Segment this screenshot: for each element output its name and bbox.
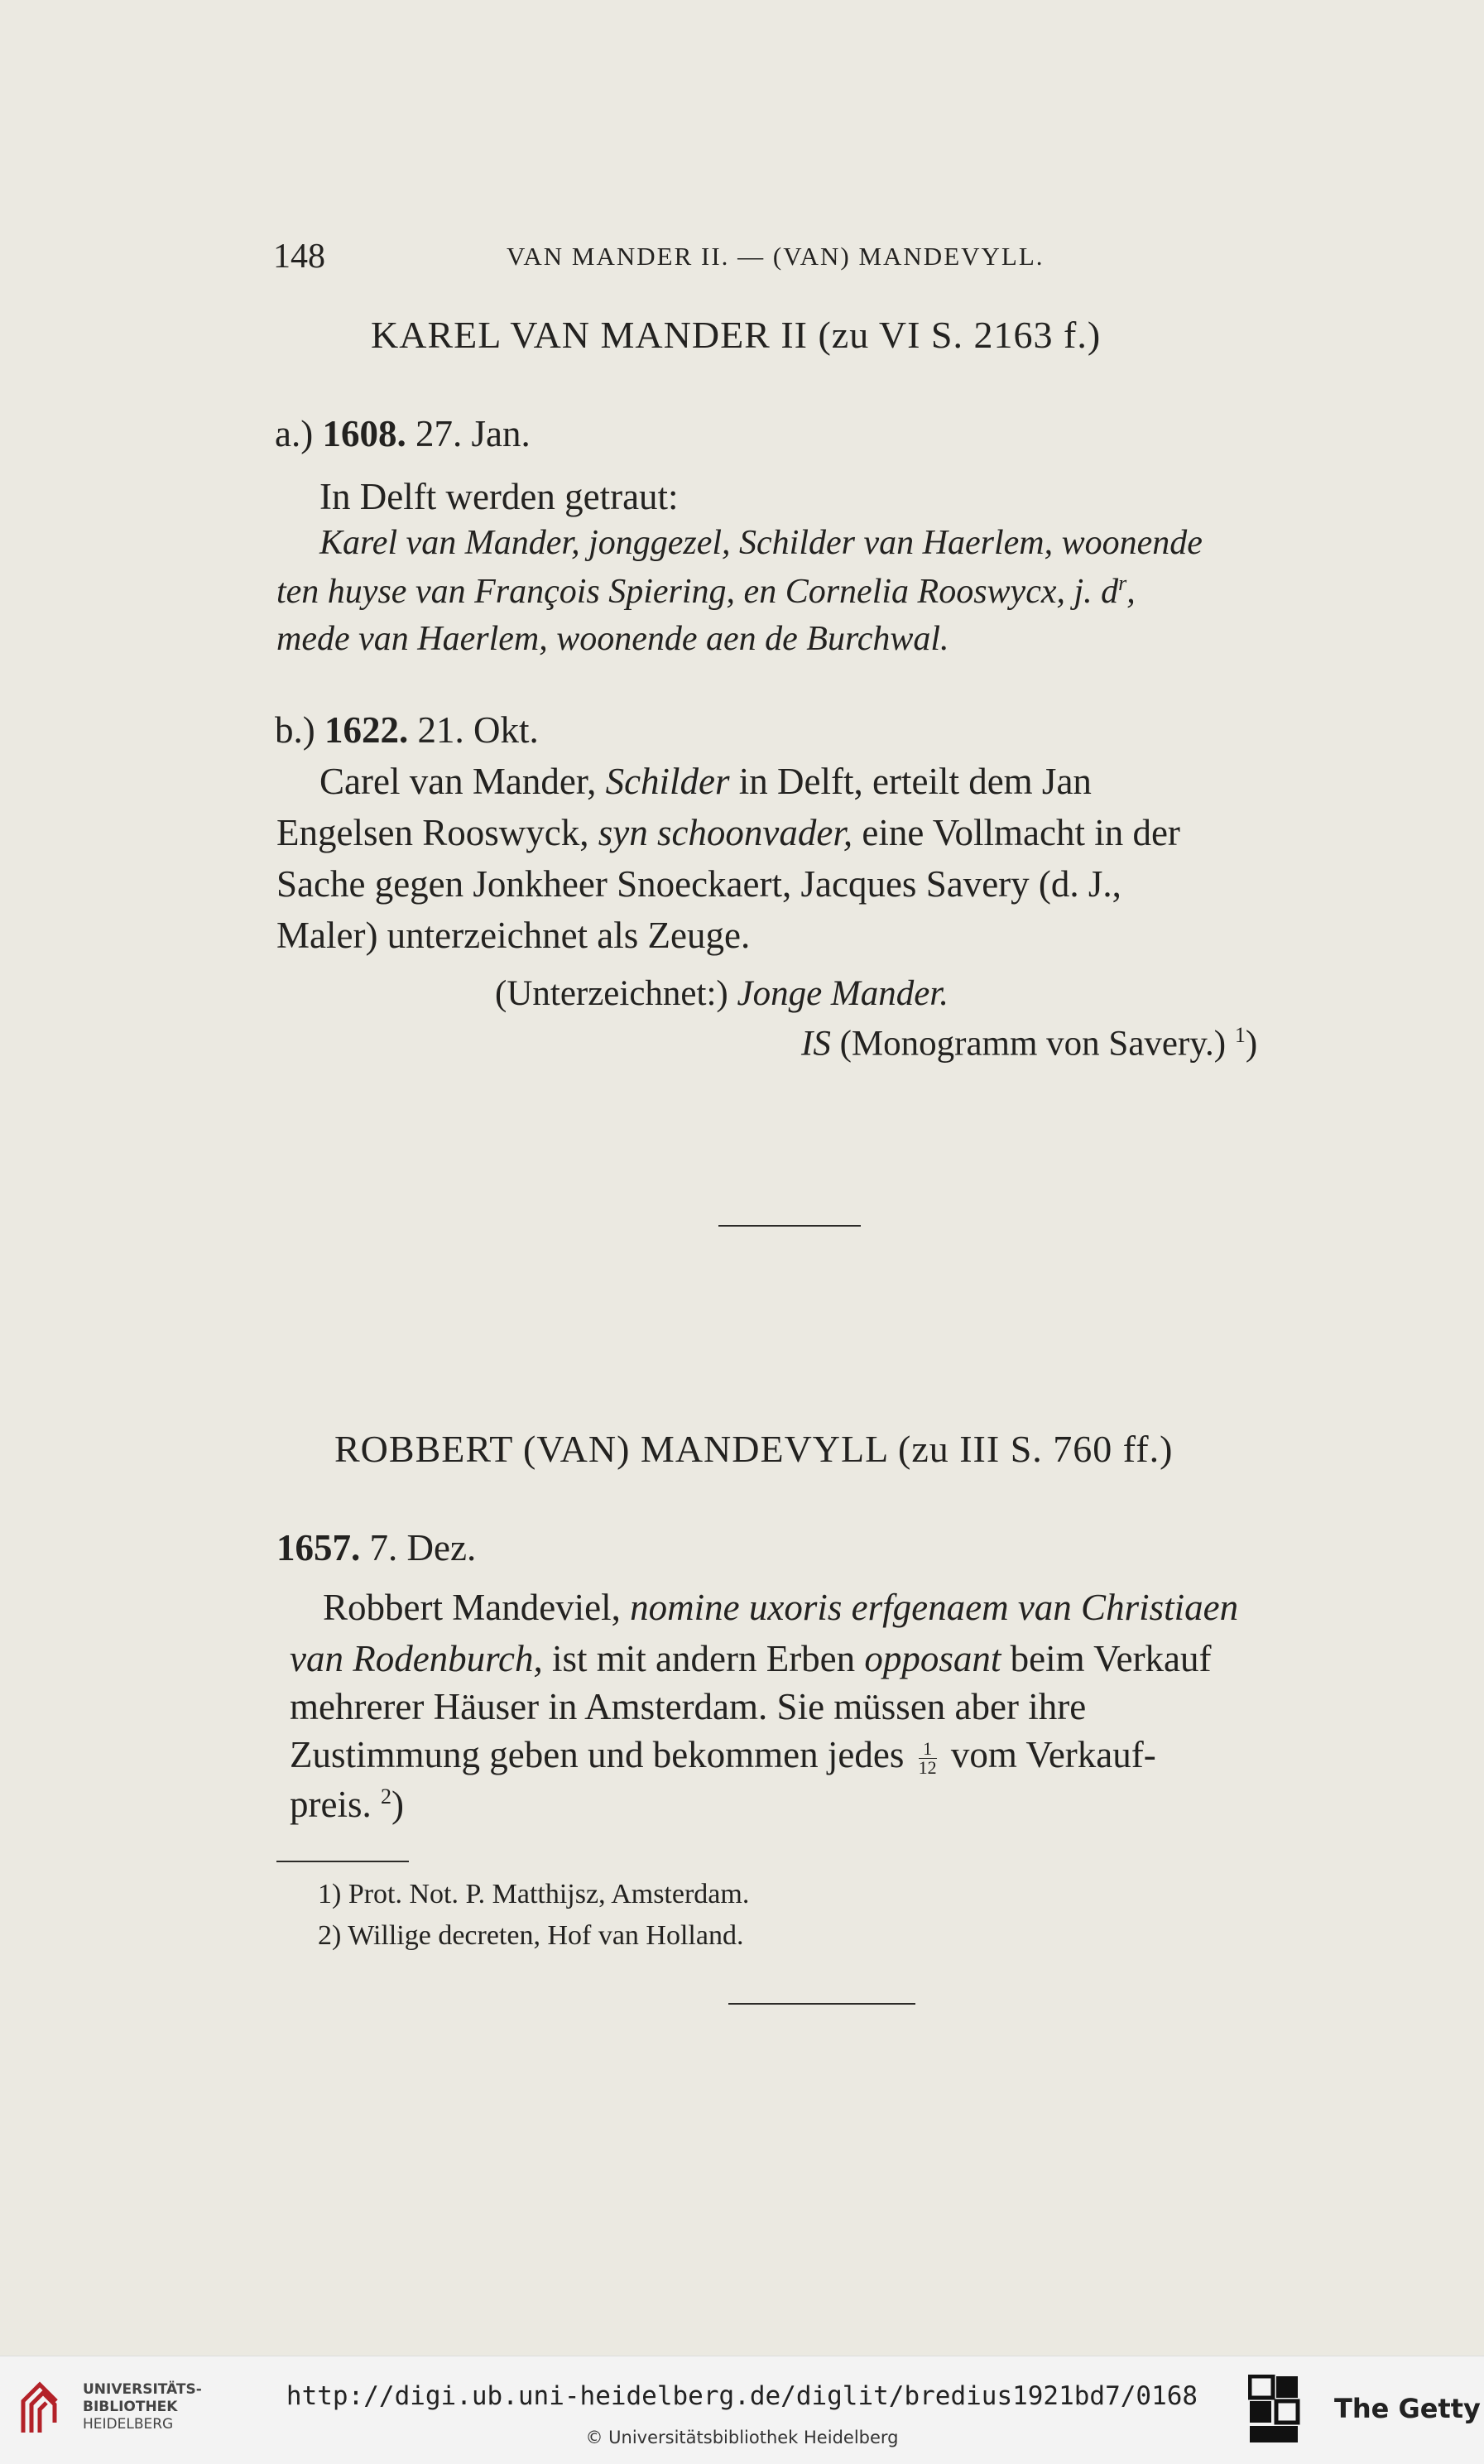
entry-a-line-3: mede van Haerlem, woonende aen de Burchwal. [276, 620, 949, 658]
section2-line-4 [290, 1733, 1156, 1777]
signature-name: Jonge Mander. [737, 974, 949, 1013]
footnote-ref-2: 2 [380, 1784, 391, 1808]
section2-line-1a: Robbert Mandeviel, [323, 1587, 631, 1628]
entry-a-intro: In Delft werden getraut: [319, 476, 679, 517]
section2-line-1b: nomine uxoris erfgenaem van Christiaen [630, 1587, 1239, 1628]
section2-line-4b: vom Verkauf- [941, 1734, 1156, 1775]
entry-b-line-2c: eine Vollmacht in der [852, 812, 1180, 853]
copyright-notice: © Universitätsbibliothek Heidelberg [585, 2428, 899, 2447]
entry-a-line-1-text: Karel van Mander, jonggezel, Schilder van Haerlem, [319, 524, 1054, 562]
footnote-ref-1: 1 [1234, 1023, 1246, 1047]
entry-b-date: 21. Okt. [417, 709, 539, 751]
entry-b-heading [275, 708, 539, 752]
entry-a-year: 1608. [322, 413, 406, 454]
running-title: VAN MANDER II. — (VAN) MANDEVYLL. [507, 242, 1045, 271]
entry-b-line-2 [276, 811, 1180, 854]
fraction-denominator: 12 [918, 1757, 937, 1779]
fraction-numerator: 1 [919, 1740, 937, 1759]
section2-line-5a: preis. [290, 1784, 381, 1825]
entry-b-line-4: Maler) unterzeichnet als Zeuge. [276, 915, 751, 956]
section2-heading [276, 1526, 476, 1569]
section2-line-2a: van Rodenburch, [290, 1638, 543, 1679]
entry-a-heading [275, 412, 531, 455]
entry-a-line-2-sup: r [1118, 571, 1127, 595]
section2-date: 7. Dez. [369, 1527, 477, 1568]
entry-a-line-2-text: ten huyse van François Spiering, en Cornelia Rooswycx, j. d [276, 573, 1119, 611]
entry-a-line-1-end: woonende [1053, 524, 1203, 562]
entry-a-label: a.) [275, 413, 314, 454]
entry-a-date: 27. Jan. [415, 413, 531, 454]
section2-line-5 [290, 1783, 404, 1826]
monogram-note: (Monogramm von Savery.) [830, 1024, 1235, 1064]
section2-line-2c: opposant [864, 1638, 1001, 1679]
footnote-ref-2-paren: ) [391, 1784, 404, 1825]
entry-b-line-2a: Engelsen Rooswyck, [276, 812, 598, 853]
section-title-robbert: ROBBERT (VAN) MANDEVYLL (zu III S. 760 ff.) [334, 1428, 1174, 1470]
permalink-url[interactable]: http://digi.ub.uni-heidelberg.de/diglit/bredius1921bd7/0168 [286, 2381, 1198, 2411]
section2-year: 1657. [276, 1527, 361, 1568]
section2-line-2 [290, 1637, 1212, 1680]
section-divider-2 [728, 2003, 915, 2005]
library-name-line-3: HEIDELBERG [83, 2416, 174, 2433]
entry-a-line-1 [319, 523, 1203, 563]
entry-b-label: b.) [275, 709, 315, 751]
entry-b-year: 1622. [324, 709, 409, 751]
entry-b-line-1 [319, 760, 1092, 803]
entry-b-line-3: Sache gegen Jonkheer Snoeckaert, Jacques Savery (d. J., [276, 863, 1121, 905]
entry-b-line-1a: Carel van Mander, [319, 761, 606, 802]
section-title-karel: KAREL VAN MANDER II (zu VI S. 2163 f.) [371, 314, 1102, 356]
getty-name: The Getty [1334, 2393, 1481, 2424]
entry-a-line-2-end: , [1126, 573, 1136, 611]
fraction [919, 1740, 937, 1777]
footnote-2: 2) Willige decreten, Hof van Holland. [318, 1920, 744, 1951]
signature-line-1 [495, 973, 949, 1014]
entry-b-line-1c: in Delft, erteilt dem Jan [729, 761, 1092, 802]
section2-line-1 [323, 1586, 1238, 1629]
entry-a-line-2 [276, 571, 1136, 612]
entry-b-line-2b: syn schoonvader, [598, 812, 853, 853]
section2-line-4a: Zustimmung geben und bekommen jedes [290, 1734, 914, 1775]
getty-logo-icon [1248, 2375, 1301, 2446]
section2-line-2d: beim Verkauf [1001, 1638, 1212, 1679]
page-number: 148 [273, 238, 325, 276]
footnote-rule [276, 1861, 409, 1862]
signature-label: (Unterzeichnet:) [495, 974, 737, 1013]
signature-line-2 [801, 1023, 1257, 1064]
footnote-1: 1) Prot. Not. P. Matthijsz, Amsterdam. [318, 1879, 750, 1909]
section-divider-1 [718, 1225, 861, 1227]
library-name-line-1: UNIVERSITÄTS- [83, 2381, 202, 2398]
footnote-ref-1-paren: ) [1245, 1024, 1258, 1064]
entry-b-line-1b: Schilder [605, 761, 730, 802]
library-name-line-2: BIBLIOTHEK [83, 2399, 178, 2415]
footer-bar [0, 2356, 1484, 2464]
section2-line-3: mehrerer Häuser in Amsterdam. Sie müssen aber ihre [290, 1686, 1087, 1727]
section2-line-2b: ist mit andern Erben [542, 1638, 865, 1679]
monogram-initials: IS [801, 1024, 831, 1064]
